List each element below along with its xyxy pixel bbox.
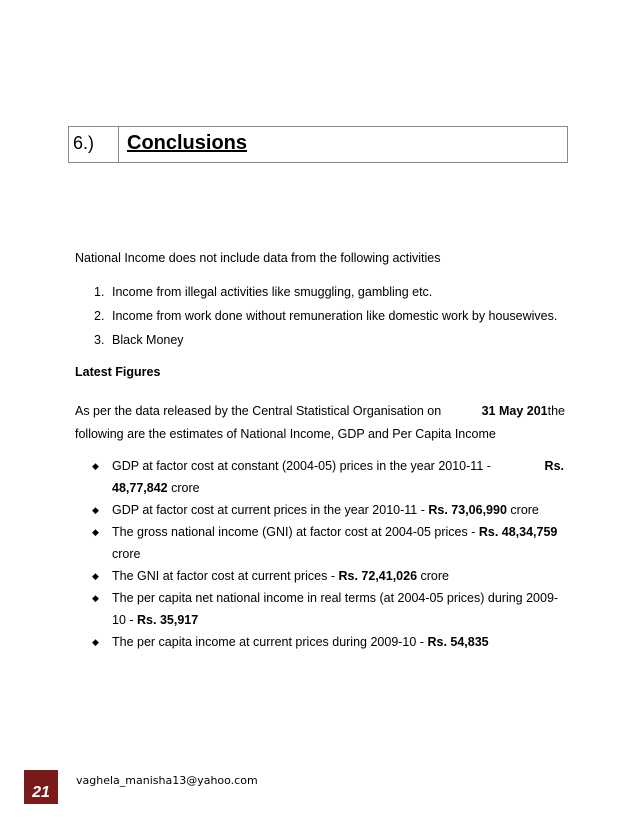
list-item	[92, 565, 564, 587]
list-item	[92, 521, 564, 565]
section-title: Conclusions	[127, 132, 248, 154]
bullet-unit: crore	[510, 503, 539, 517]
list-text: Income from illegal activities like smuggling, gambling etc.	[112, 285, 433, 299]
list-item	[92, 631, 564, 653]
list-item	[94, 283, 557, 307]
footer-email: vaghela_manisha13@yahoo.com	[76, 774, 258, 787]
para-line2-text: following are the estimates of National Income, GDP and Per Capita Income	[75, 427, 496, 441]
section-number: 6.)	[69, 127, 119, 162]
para-line1-tail: the	[547, 404, 565, 418]
bullet-text: The per capita net national income in real terms (at 2004-05 prices) during 2009-	[112, 591, 559, 605]
bullet-value: Rs. 54,835	[427, 635, 489, 649]
section-heading-box	[68, 126, 568, 163]
bullet-unit: crore	[112, 547, 141, 561]
list-number: 2.	[94, 309, 105, 323]
bullet-value: 48,77,842	[112, 481, 168, 495]
bullet-text: The gross national income (GNI) at factor cost at 2004-05 prices -	[112, 525, 476, 539]
bullet-value: Rs.	[544, 459, 564, 473]
estimates-list	[92, 455, 564, 653]
list-item	[94, 331, 557, 355]
para-date: 31 May 201	[481, 404, 548, 418]
list-text: Black Money	[112, 333, 184, 347]
latest-figures-heading: Latest Figures	[75, 365, 161, 379]
bullet-text: 10 -	[112, 613, 134, 627]
list-text: Income from work done without remuneration like domestic work by housewives.	[112, 309, 558, 323]
para-line1-text: As per the data released by the Central Statistical Organisation on	[75, 404, 442, 418]
bullet-text: The GNI at factor cost at current prices -	[112, 569, 335, 583]
bullet-icon: ◆	[92, 527, 99, 537]
bullet-text: GDP at factor cost at current prices in the year 2010-11 -	[112, 503, 425, 517]
excluded-activities-list	[94, 283, 557, 355]
bullet-text: The per capita income at current prices during 2009-10 -	[112, 635, 424, 649]
bullet-icon: ◆	[92, 505, 99, 515]
list-number: 3.	[94, 333, 105, 347]
bullet-value: Rs. 35,917	[137, 613, 199, 627]
bullet-icon: ◆	[92, 637, 99, 647]
bullet-icon: ◆	[92, 593, 99, 603]
list-item	[92, 455, 564, 499]
bullet-value: Rs. 73,06,990	[428, 503, 507, 517]
list-item	[94, 307, 557, 331]
bullet-text: GDP at factor cost at constant (2004-05) prices in the year 2010-11 -	[112, 459, 491, 473]
intro-text: National Income does not include data from the following activities	[75, 251, 441, 265]
page-number-badge: 21	[24, 770, 58, 804]
list-number: 1.	[94, 285, 105, 299]
bullet-icon: ◆	[92, 571, 99, 581]
list-item	[92, 587, 564, 631]
bullet-icon: ◆	[92, 461, 99, 471]
bullet-value: Rs. 72,41,026	[338, 569, 418, 583]
bullet-unit: crore	[171, 481, 200, 495]
bullet-unit: crore	[420, 569, 449, 583]
intro-paragraph	[75, 400, 565, 446]
list-item	[92, 499, 564, 521]
bullet-value: Rs. 48,34,759	[478, 525, 558, 539]
